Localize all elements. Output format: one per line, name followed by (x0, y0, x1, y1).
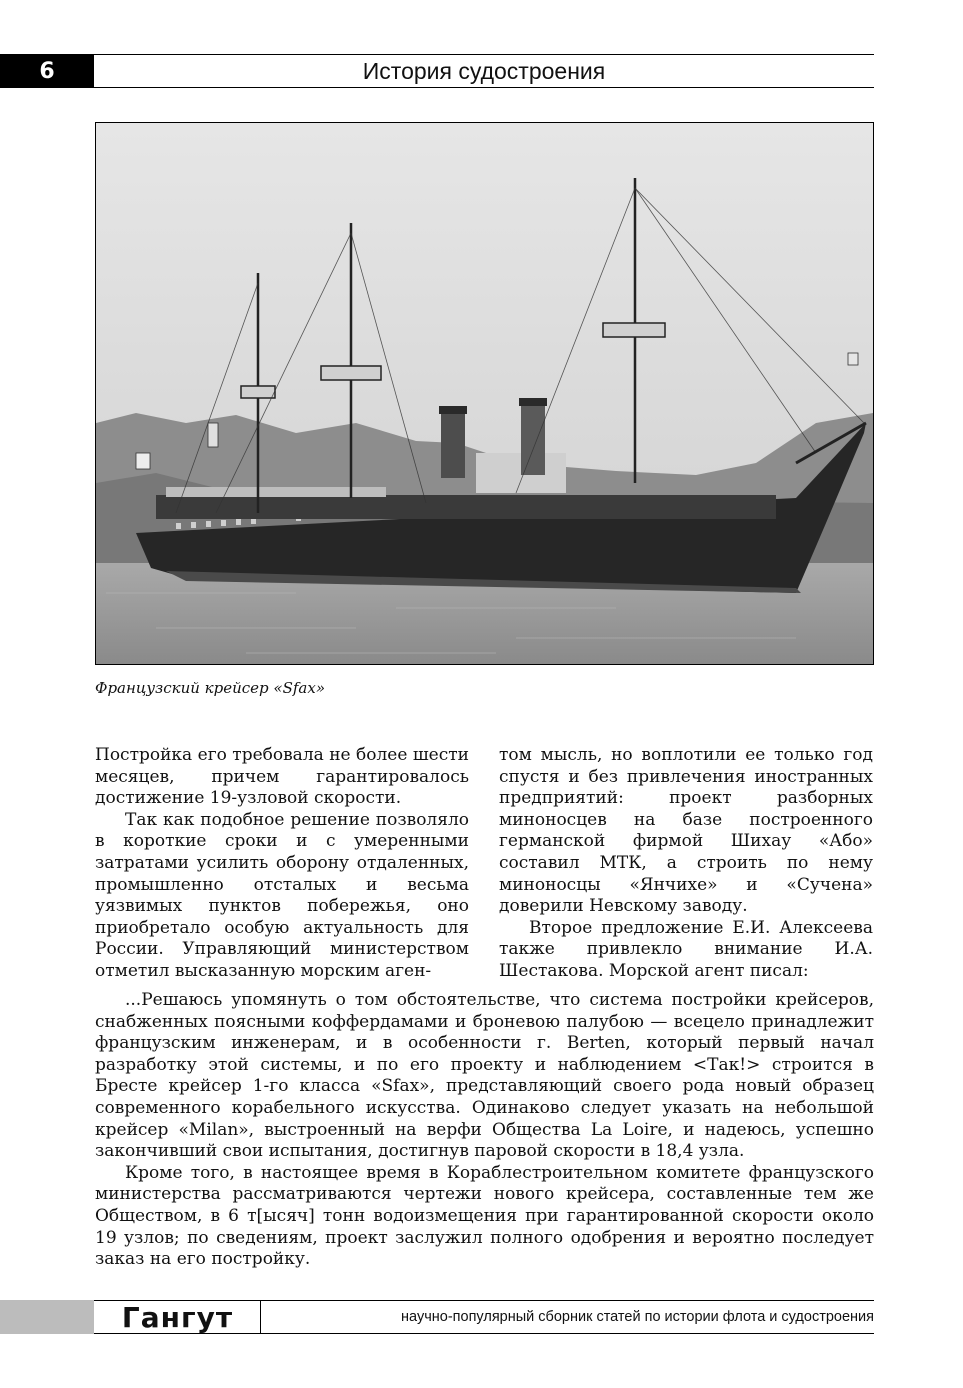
quote-block (95, 990, 874, 1271)
header-rule-bottom (94, 87, 874, 88)
figure-caption: Французский крейсер «Sfax» (95, 679, 326, 697)
quote-paragraph: ...Решаюсь упомянуть о том обстоятельстве, что система постройки крейсеров, снабженных поясными коффердамами и броневою палубою — всецело принадлежит французским инженерам, и в особенности г. Berten, который первый начал разработку этой системы, и по его проекту и наблюдением <Так!> строится в Бресте крейсер 1-го класса «Sfax», представляющий своего рода новый образец современного корабельного искусства. Одинаково следует указать на небольшой крейсер «Milan», выстроенный на верфи Общества La Loire, и надеюсь, успешно закончивший свои испытания, достигнув паровой скорости в 18,4 узла. (95, 990, 874, 1162)
quote-paragraph: Кроме того, в настоящее время в Кораблестроительном комитете французского министерства рассматриваются чертежи нового крейсера, составленные тем же Обществом, в 6 т[ысяч] тонн водоизмещения при гарантированной скорости около 19 узлов; по сведениям, проект заслужил полного одобрения и вероятно последует заказ на его постройку. (95, 1162, 874, 1270)
journal-logo: Гангут (121, 1300, 234, 1334)
footer-rule-bottom (94, 1333, 874, 1334)
paragraph: Так как подобное решение позволяло в короткие сроки и с умеренными затратами усилить оборону отдаленных, промышленно отсталых и весьма уязвимых пунктов побережья, оно приобретало особую актуальность для России. Управляющий министерством отметил высказанную морским аген- (95, 809, 469, 981)
page-number: 6 (0, 54, 94, 88)
paragraph-continuation: том мысль, но воплотили ее только год спустя и без привлечения иностранных предприятий: проект разборных миноносцев на базе построенного германской фирмой Шихау «Або» составил МТК, а строить по нему миноносцы «Янчихе» и «Сучена» доверили Невскому заводу. (499, 745, 873, 917)
left-column (95, 745, 469, 983)
paragraph: Постройка его требовала не более шести месяцев, причем гарантировалось достижение 19-узловой скорости. (95, 745, 469, 809)
journal-tagline: научно-популярный сборник статей по истории флота и судостроения (401, 1309, 874, 1325)
section-title: История судостроения (362, 57, 606, 84)
footer-divider (260, 1300, 261, 1334)
paragraph: Второе предложение Е.И. Алексеева также привлекло внимание И.А. Шестакова. Морской агент писал: (499, 917, 873, 981)
right-column (499, 745, 873, 983)
footer-gray-box (0, 1300, 94, 1334)
ship-photo (95, 122, 874, 665)
